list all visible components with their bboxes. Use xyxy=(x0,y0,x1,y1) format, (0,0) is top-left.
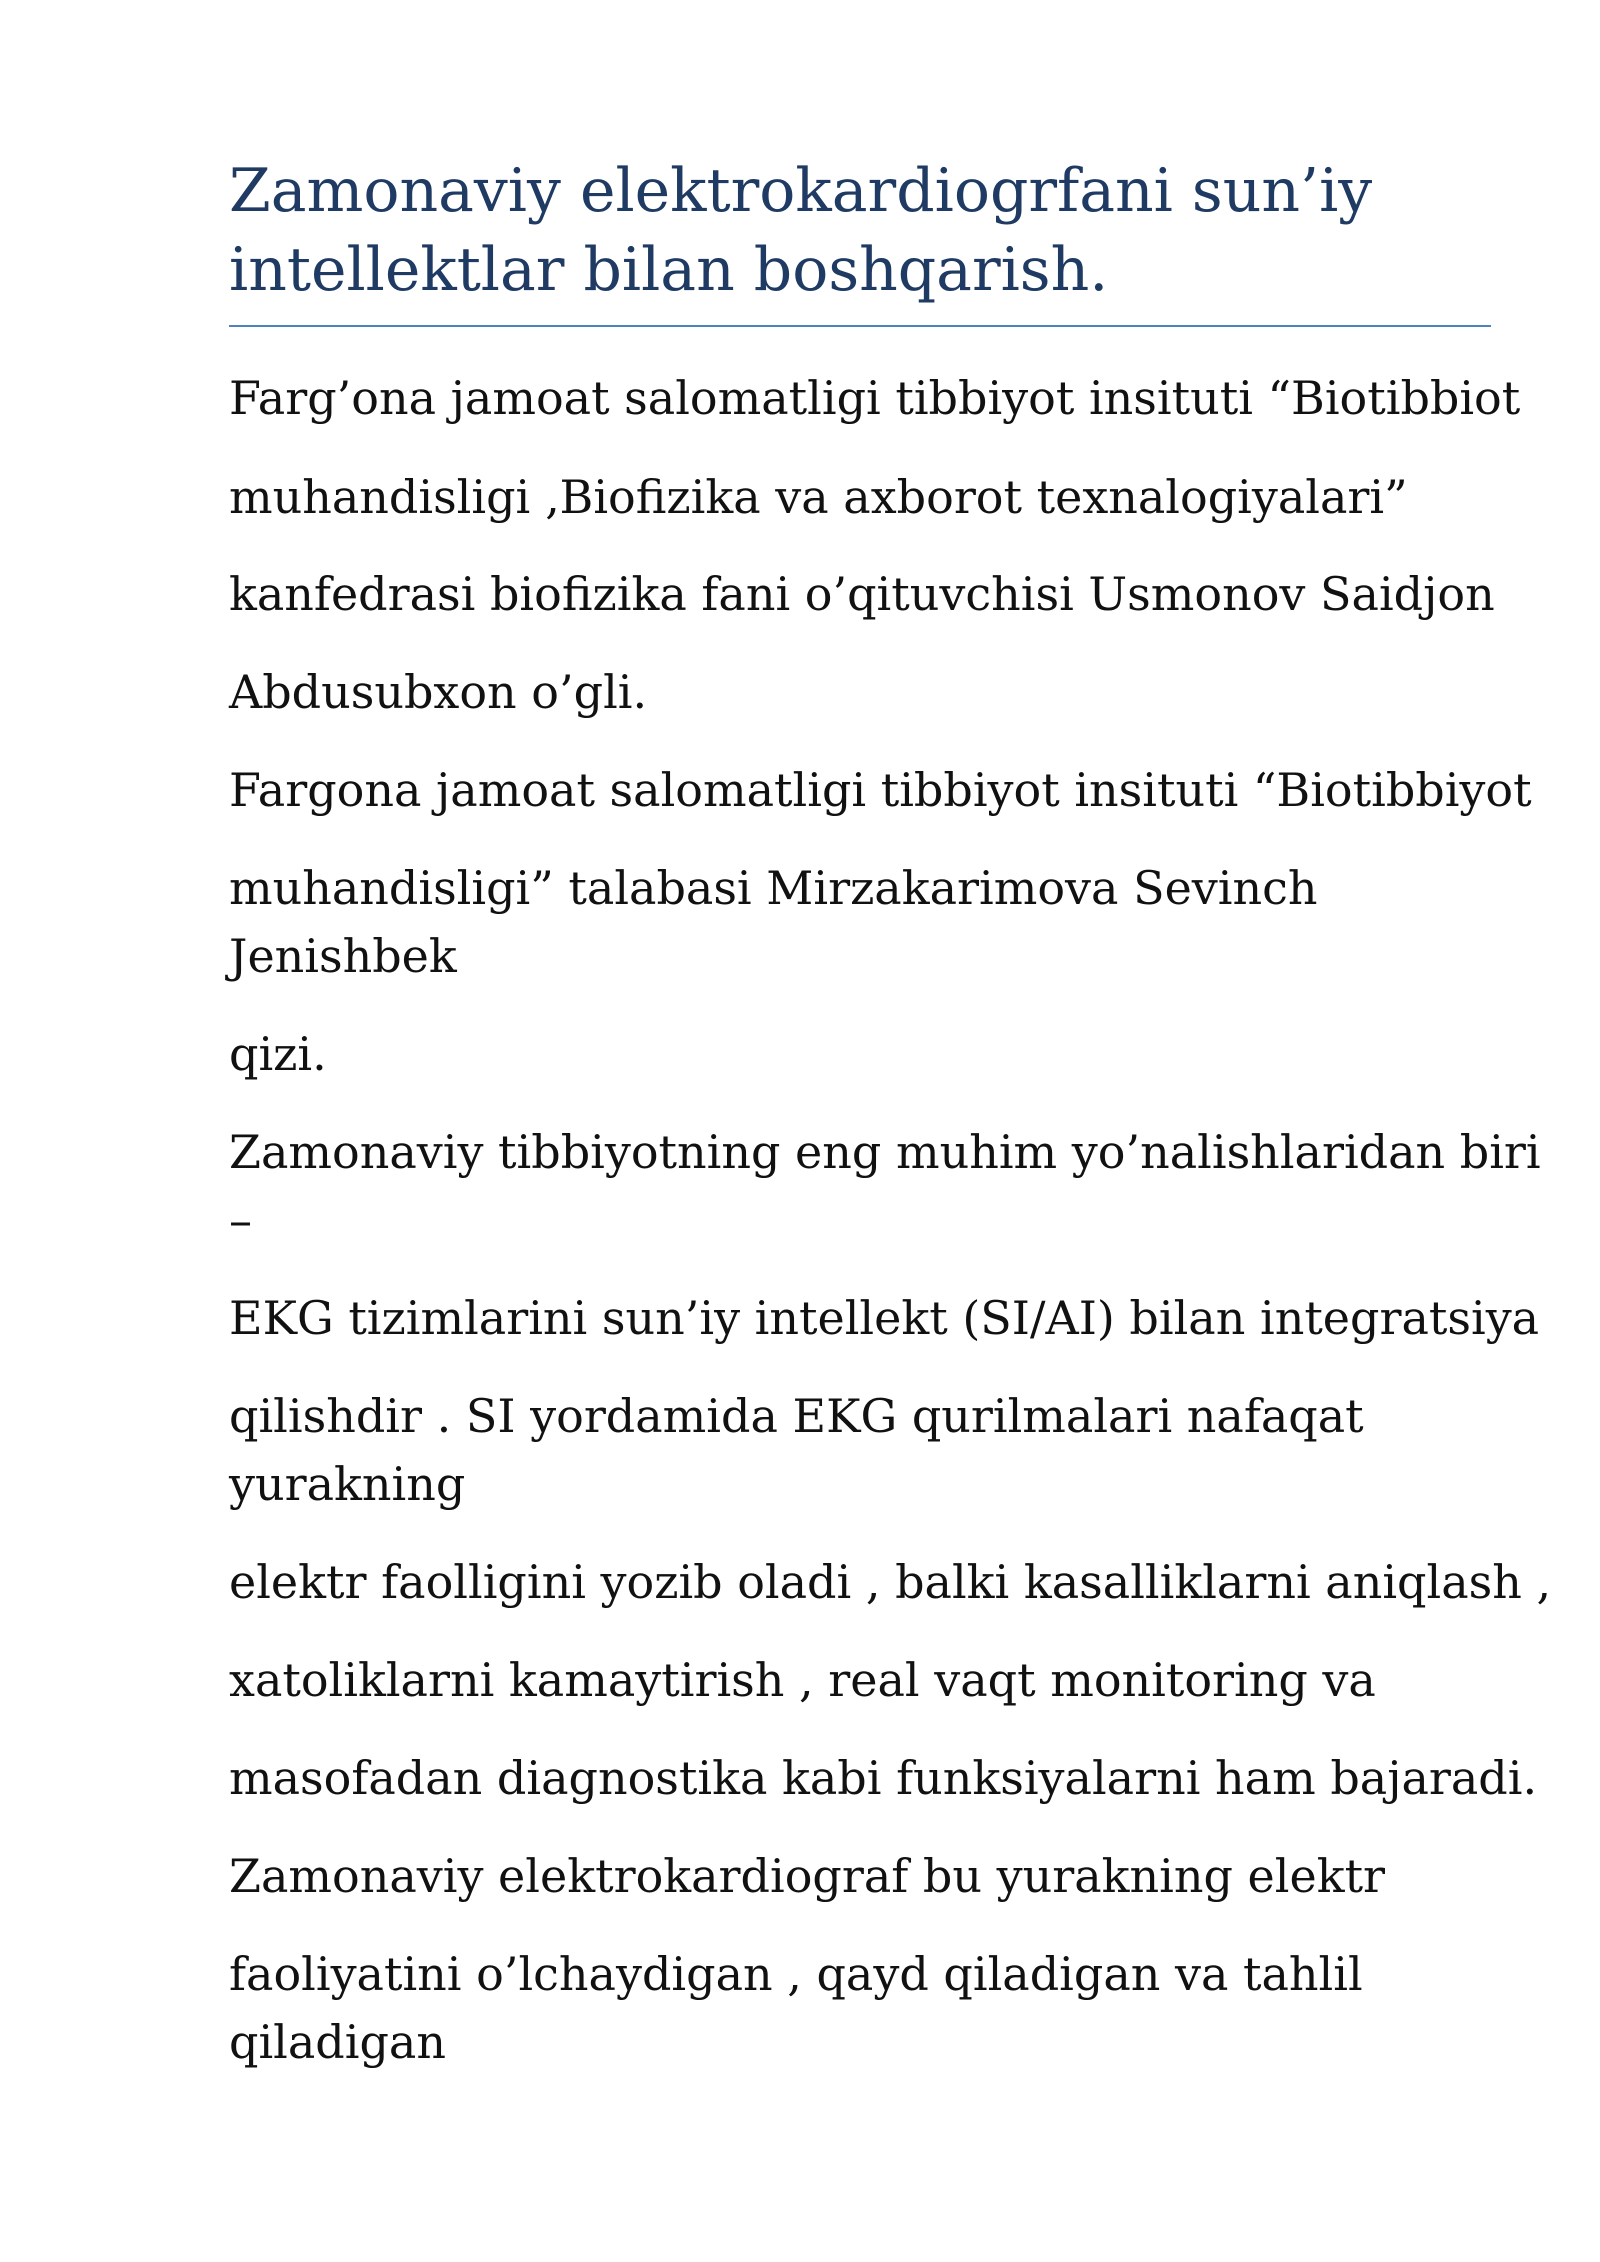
body-line-16: masofadan diagnostika kabi funksiyalarni ham bajaradi. xyxy=(229,1751,1538,1805)
body-line-10: – xyxy=(229,1193,252,1247)
body-line-4: Abdusubxon o’gli. xyxy=(229,665,648,719)
body-line-3: kanfedrasi biofizika fani o’qituvchisi Usmonov Saidjon xyxy=(229,567,1495,621)
body-line-5: Fargona jamoat salomatligi tibbiyot insituti “Biotibbiyot xyxy=(229,763,1532,817)
body-line-2: muhandisligi ‚Biofizika va axborot texnalogiyalari” xyxy=(229,470,1408,524)
body-line-12: qilishdir . SI yordamida EKG qurilmalari nafaqat xyxy=(229,1389,1364,1443)
body-line-8: qizi. xyxy=(229,1027,327,1081)
body-line-1: Farg’ona jamoat salomatligi tibbiyot insituti “Biotibbiot xyxy=(229,371,1521,425)
body-line-13: yurakning xyxy=(229,1457,466,1511)
body-line-17: Zamonaviy elektrokardiograf bu yurakning elektr xyxy=(229,1849,1386,1903)
body-line-18: faoliyatini o’lchaydigan , qayd qiladigan va tahlil xyxy=(229,1947,1363,2001)
body-line-14: elektr faolligini yozib oladi , balki kasalliklarni aniqlash , xyxy=(229,1555,1552,1609)
title-line-1: Zamonaviy elektrokardiogrfani sun’iy xyxy=(229,156,1373,226)
body-line-7: Jenishbek xyxy=(229,929,457,983)
title-line-2: intellektlar bilan boshqarish. xyxy=(229,235,1109,305)
title-divider xyxy=(229,325,1491,327)
body-line-9: Zamonaviy tibbiyotning eng muhim yo’nalishlaridan biri xyxy=(229,1125,1541,1179)
body-line-15: xatoliklarni kamaytirish , real vaqt monitoring va xyxy=(229,1653,1376,1707)
document-title xyxy=(229,152,1489,310)
body-line-11: EKG tizimlarini sun’iy intellekt (SI/AI) bilan integratsiya xyxy=(229,1291,1540,1345)
body-line-19: qiladigan xyxy=(229,2015,446,2069)
body-line-6: muhandisligi” talabasi Mirzakarimova Sevinch xyxy=(229,861,1318,915)
